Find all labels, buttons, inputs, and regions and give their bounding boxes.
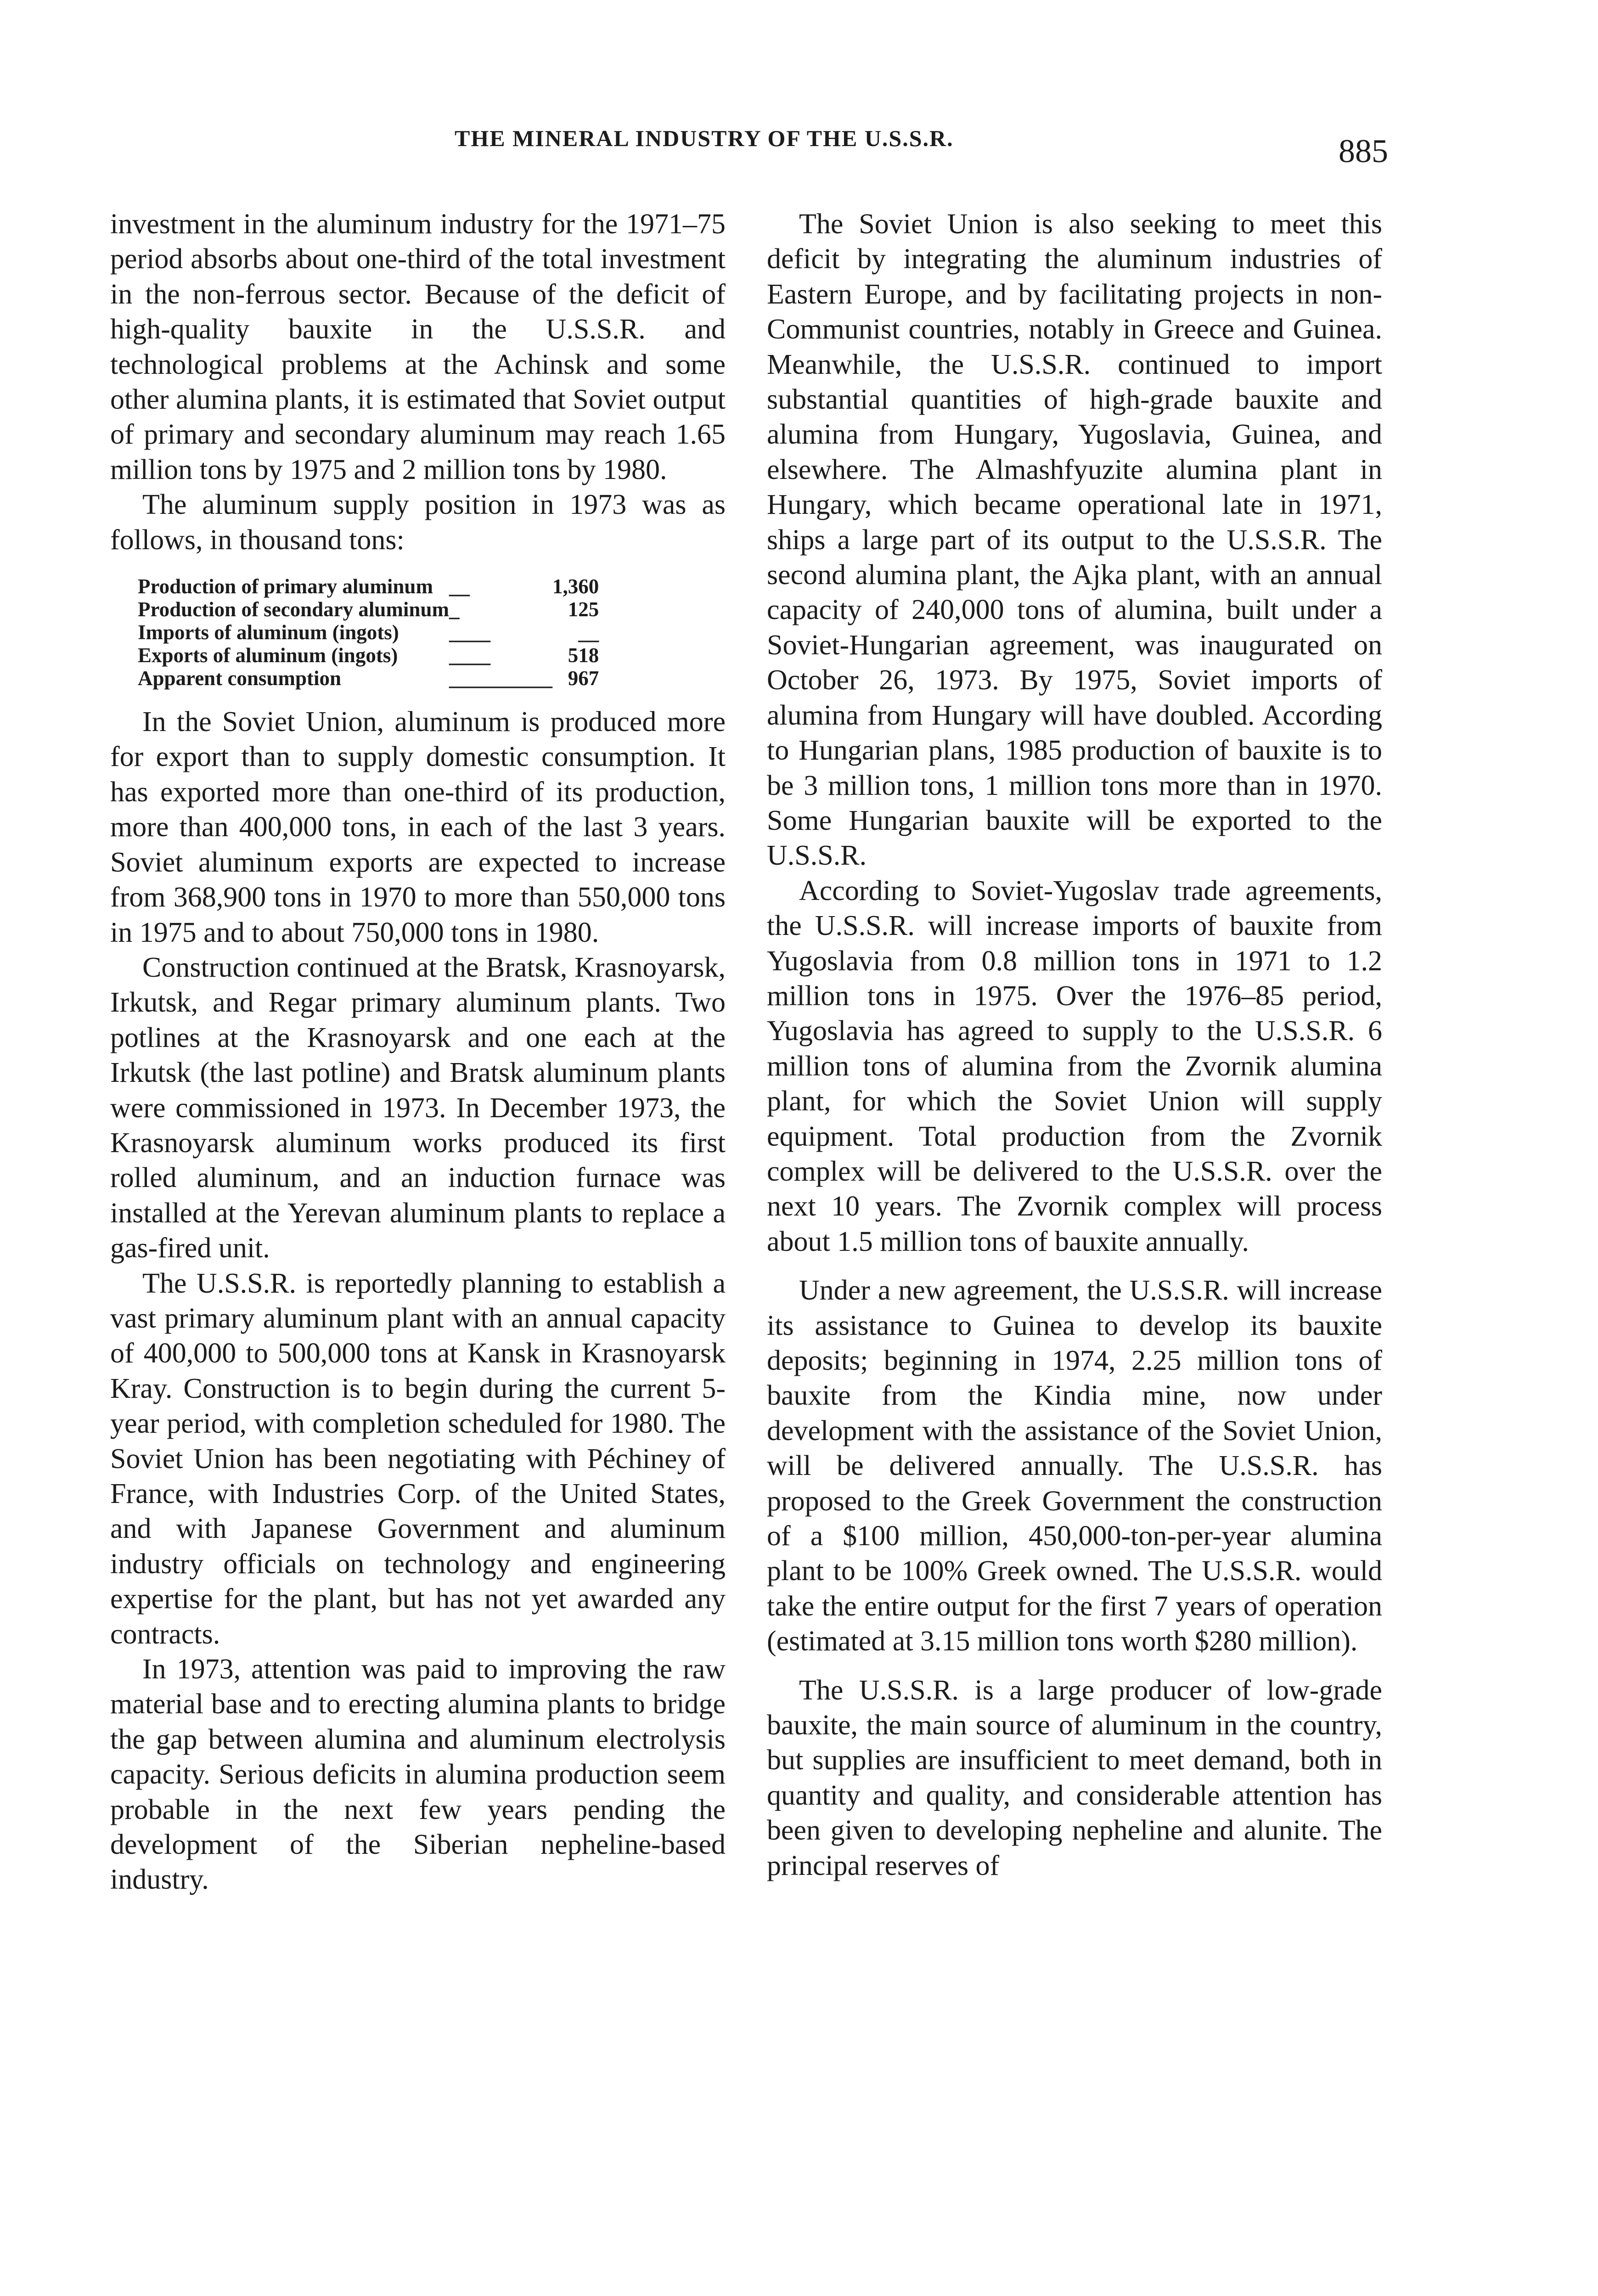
table-cell-leader: __________ xyxy=(449,667,552,690)
table-row xyxy=(138,598,599,621)
table-cell-value: 125 xyxy=(568,598,599,621)
paragraph: Under a new agreement, the U.S.S.R. will increase its assistance to Guinea to develop its bauxite deposits; beginning in 1974, 2.25 million tons of bauxite from the Kindia mine, now under development with the assistance of the Soviet Union, will be delivered annually. The U.S.S.R. has proposed to the Greek Government the construction of a $100 million, 450,000-ton-per-year alumina plant to be 100% Greek owned. The U.S.S.R. would take the entire output for the first 7 years of operation (estimated at 3.15 million tons worth $280 million). xyxy=(767,1275,1382,1657)
table-row xyxy=(138,621,599,644)
paragraph: In the Soviet Union, aluminum is produced more for export than to supply domestic consumption. It has exported more than one-third of its production, more than 400,000 tons, in each of the last 3 years. Soviet aluminum exports are expected to increase from 368,900 tons in 1970 to more than 550,000 tons in 1975 and to about 750,000 tons in 1980. xyxy=(110,706,726,948)
running-title: THE MINERAL INDUSTRY OF THE U.S.S.R. xyxy=(455,125,954,151)
table-row xyxy=(138,667,599,690)
paragraph: Construction continued at the Bratsk, Krasnoyarsk, Irkutsk, and Regar primary aluminum plants. Two potlines at the Krasnoyarsk and one each at the Irkutsk (the last potline) and Bratsk aluminum plants were commissioned in 1973. In December 1973, the Krasnoyarsk aluminum works produced its first rolled aluminum, and an induction furnace was installed at the Yerevan aluminum plants to replace a gas-fired unit. xyxy=(110,951,726,1264)
table-cell-value: 518 xyxy=(568,644,599,667)
right-column xyxy=(767,207,1382,1883)
table-cell-leader: _ xyxy=(449,598,460,621)
table-cell-value: __ xyxy=(578,621,599,644)
paragraph: The U.S.S.R. is a large producer of low-grade bauxite, the main source of aluminum in the country, but supplies are insufficient to meet demand, both in quantity and quality, and considerable attention has been given to developing nepheline and alunite. The principal reserves of xyxy=(767,1674,1382,1881)
table-cell-leader: __ xyxy=(449,575,470,598)
table-cell-leader: ____ xyxy=(449,621,490,644)
table-cell-value: 1,360 xyxy=(552,575,599,598)
table-cell-item: Production of secondary aluminum xyxy=(138,598,449,621)
table-cell-item: Exports of aluminum (ingots) xyxy=(138,644,398,667)
table-cell-item: Production of primary aluminum xyxy=(138,575,433,598)
paragraph: The aluminum supply position in 1973 was as follows, in thousand tons: xyxy=(110,489,726,556)
paragraph: The U.S.S.R. is reportedly planning to establish a vast primary aluminum plant with an annual capacity of 400,000 to 500,000 tons at Kansk in Krasnoyarsk Kray. Construction is to begin during the current 5-year period, with completion scheduled for 1980. The Soviet Union has been negotiating with Péchiney of France, with Industries Corp. of the United States, and with Japanese Government and aluminum industry officials on technology and engineering expertise for the plant, but has not yet awarded any contracts. xyxy=(110,1267,726,1650)
left-column xyxy=(110,207,726,1897)
paragraph: According to Soviet-Yugoslav trade agreements, the U.S.S.R. will increase imports of bauxite from Yugoslavia from 0.8 million tons in 1971 to 1.2 million tons in 1975. Over the 1976–85 period, Yugoslavia has agreed to supply to the U.S.S.R. 6 million tons of alumina from the Zvornik alumina plant, for which the Soviet Union will supply equipment. Total production from the Zvornik complex will be delivered to the U.S.S.R. over the next 10 years. The Zvornik complex will process about 1.5 million tons of bauxite annually. xyxy=(767,875,1382,1257)
table-cell-item: Apparent consumption xyxy=(138,667,342,690)
table-row xyxy=(138,644,599,667)
aluminum-supply-table xyxy=(138,575,599,690)
paragraph: In 1973, attention was paid to improving the raw material base and to erecting alumina plants to bridge the gap between alumina and aluminum electrolysis capacity. Serious deficits in alumina production seem probable in the next few years pending the development of the Siberian nepheline-based industry. xyxy=(110,1654,726,1896)
paragraph: The Soviet Union is also seeking to meet this deficit by integrating the aluminum industries of Eastern Europe, and by facilitating projects in non-Communist countries, notably in Greece and Guinea. Meanwhile, the U.S.S.R. continued to import substantial quantities of high-grade bauxite and alumina from Hungary, Yugoslavia, Guinea, and elsewhere. The Almashfyuzite alumina plant in Hungary, which became operational late in 1971, ships a large part of its output to the U.S.S.R. The second alumina plant, the Ajka plant, with an annual capacity of 240,000 tons of alumina, built under a Soviet-Hungarian agreement, was inaugurated on October 26, 1973. By 1975, Soviet imports of alumina from Hungary will have doubled. According to Hungarian plans, 1985 production of bauxite is to be 3 million tons, 1 million tons more than in 1970. Some Hungarian bauxite will be exported to the U.S.S.R. xyxy=(767,208,1382,872)
paragraph: investment in the aluminum industry for the 1971–75 period absorbs about one-third of the total investment in the non-ferrous sector. Because of the deficit of high-quality bauxite in the U.S.S.R. and technological problems at the Achinsk and some other alumina plants, it is estimated that Soviet output of primary and secondary aluminum may reach 1.65 million tons by 1975 and 2 million tons by 1980. xyxy=(110,208,726,485)
table-row xyxy=(138,575,599,598)
table-cell-item: Imports of aluminum (ingots) xyxy=(138,621,399,644)
table-cell-leader: ____ xyxy=(449,644,490,667)
table-cell-value: 967 xyxy=(568,667,599,690)
page-number: 885 xyxy=(1339,133,1388,169)
